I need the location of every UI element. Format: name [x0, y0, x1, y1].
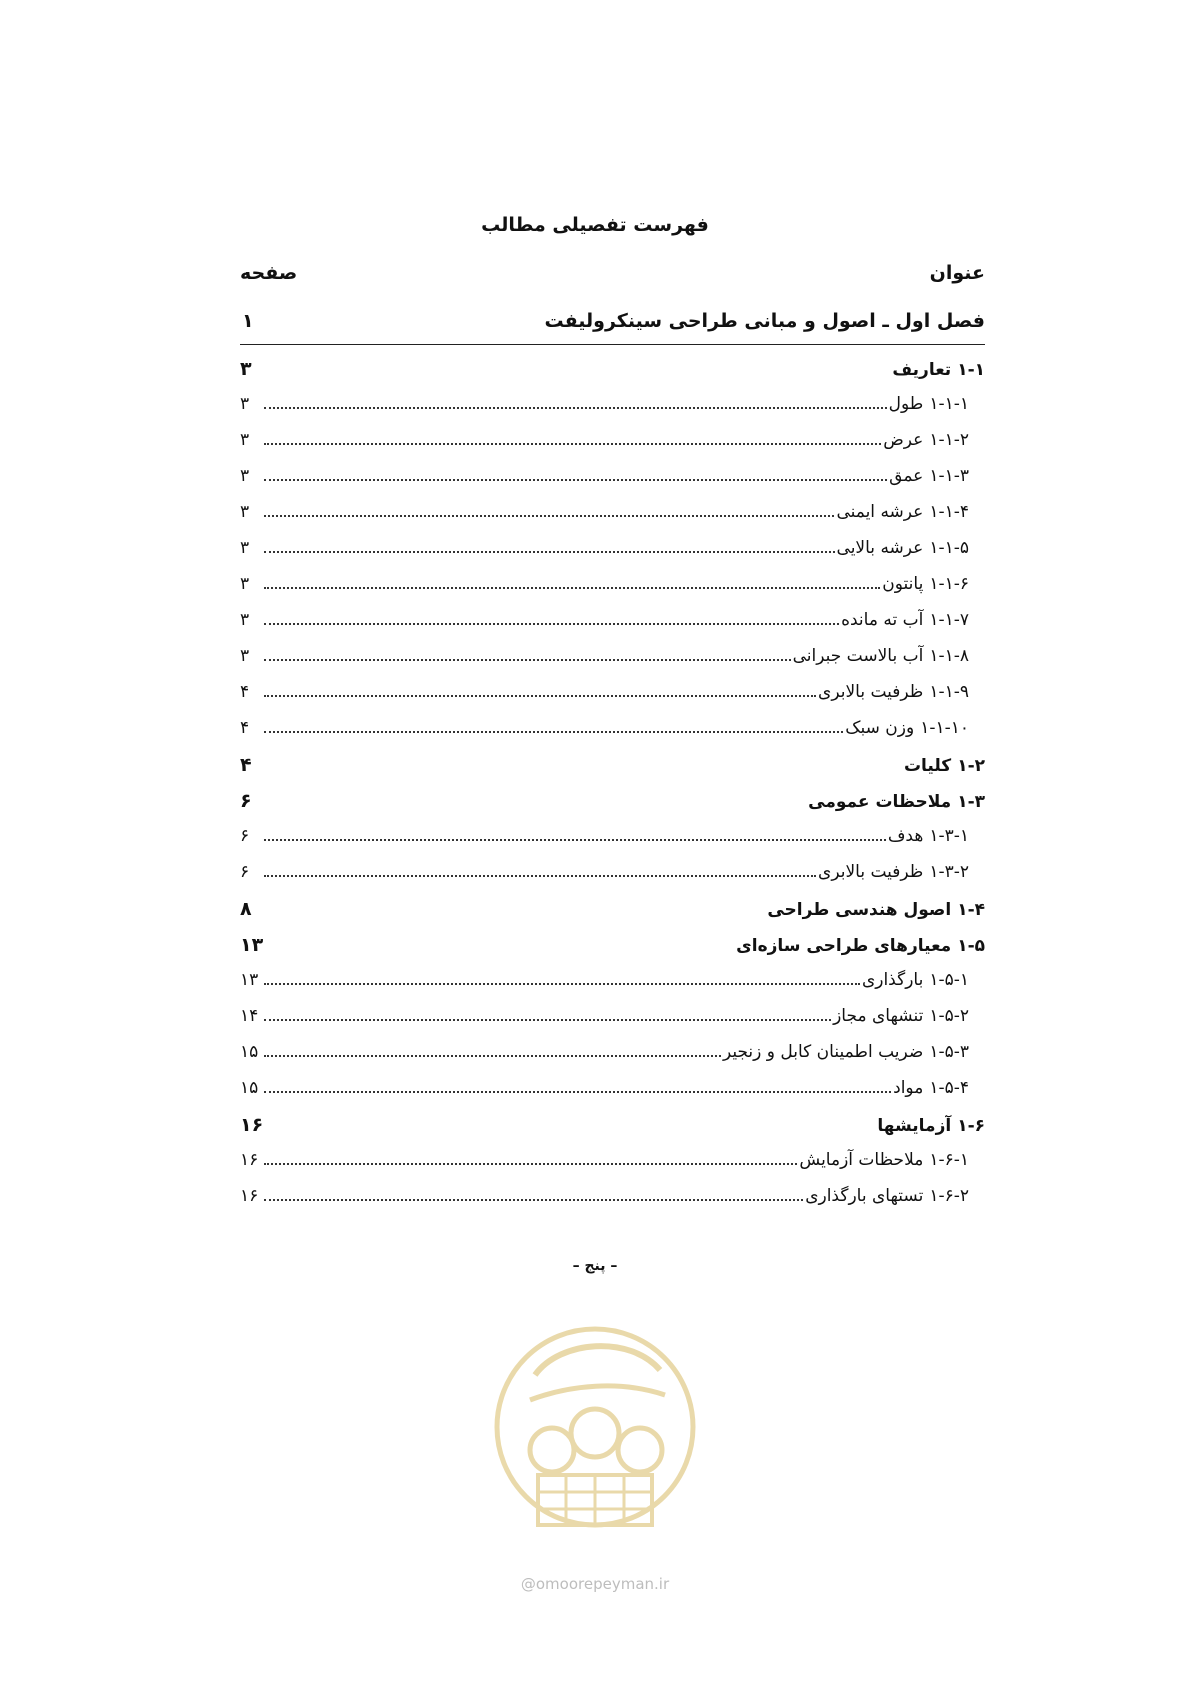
- entry-page-number: ۱۶: [240, 1114, 264, 1136]
- entry-label: ضریب اطمینان کابل و زنجیر: [722, 1042, 924, 1062]
- entry-number: ۱-۱-۵: [929, 538, 969, 558]
- entry-number: ۱-۶: [957, 1116, 985, 1136]
- dot-leader: [264, 982, 860, 985]
- entry-page-number: ۱۳: [240, 970, 259, 990]
- toc-subsection-entry[interactable]: [240, 1036, 985, 1072]
- entry-number: ۱-۴: [957, 900, 985, 920]
- entry-page-number: ۳: [240, 574, 250, 594]
- entry-number: ۱-۱-۲: [929, 430, 969, 450]
- dot-leader: [264, 622, 839, 625]
- entry-page-number: ۴: [240, 754, 252, 776]
- dot-leader: [264, 838, 886, 841]
- toc-list: [240, 352, 985, 1216]
- toc-subsection-entry[interactable]: [240, 532, 985, 568]
- dot-leader: [264, 1198, 803, 1201]
- dot-leader: [264, 586, 880, 589]
- dot-leader: [264, 1162, 797, 1165]
- toc-subsection-entry[interactable]: [240, 676, 985, 712]
- dot-leader: [264, 550, 835, 553]
- entry-page-number: ۳: [240, 430, 250, 450]
- dot-leader: [264, 514, 834, 517]
- entry-page-number: ۳: [240, 610, 250, 630]
- entry-number: ۱-۵-۳: [929, 1042, 969, 1062]
- entry-label: ملاحظات آزمایش: [799, 1150, 924, 1170]
- entry-label: عرض: [883, 430, 924, 450]
- entry-page-number: ۱۵: [240, 1078, 259, 1098]
- toc-subsection-entry[interactable]: [240, 712, 985, 748]
- toc-subsection-entry[interactable]: [240, 388, 985, 424]
- entry-page-number: ۴: [240, 682, 250, 702]
- toc-section-entry[interactable]: [240, 352, 985, 388]
- dot-leader: [264, 1054, 721, 1057]
- toc-subsection-entry[interactable]: [240, 1000, 985, 1036]
- toc-subsection-entry[interactable]: [240, 820, 985, 856]
- chapter-page-number: ۱: [242, 310, 254, 332]
- entry-label: کلیات: [903, 756, 952, 776]
- entry-number: ۱-۳: [957, 792, 985, 812]
- entry-number: ۱-۵: [957, 936, 985, 956]
- dot-leader: [264, 730, 843, 733]
- entry-label: تستهای بارگذاری: [805, 1186, 924, 1206]
- entry-label: اصول هندسی طراحی: [767, 900, 952, 920]
- entry-number: ۱-۵-۱: [929, 970, 969, 990]
- entry-label: ظرفیت بالابری: [818, 682, 924, 702]
- dot-leader: [264, 694, 816, 697]
- entry-number: ۱-۵-۲: [929, 1006, 969, 1026]
- title-column-header: عنوان: [929, 262, 985, 284]
- entry-page-number: ۶: [240, 790, 252, 812]
- toc-subsection-entry[interactable]: [240, 640, 985, 676]
- toc-subsection-entry[interactable]: [240, 424, 985, 460]
- entry-number: ۱-۱: [957, 360, 985, 380]
- watermark-logo: [490, 1315, 700, 1565]
- entry-page-number: ۱۴: [240, 1006, 259, 1026]
- toc-section-entry[interactable]: [240, 892, 985, 928]
- entry-number: ۱-۱-۸: [929, 646, 969, 666]
- entry-number: ۱-۶-۱: [929, 1150, 969, 1170]
- entry-page-number: ۳: [240, 466, 250, 486]
- entry-label: عرشه ایمنی: [836, 502, 924, 522]
- watermark-url: @omoorepeyman.ir: [520, 1575, 670, 1593]
- entry-label: پانتون: [882, 574, 924, 594]
- entry-label: طول: [888, 394, 924, 414]
- entry-label: هدف: [887, 826, 924, 846]
- entry-number: ۱-۶-۲: [929, 1186, 969, 1206]
- dot-leader: [264, 478, 887, 481]
- entry-label: وزن سبک: [845, 718, 915, 738]
- entry-page-number: ۱۵: [240, 1042, 259, 1062]
- entry-label: بارگذاری: [861, 970, 924, 990]
- entry-number: ۱-۳-۱: [929, 826, 969, 846]
- entry-page-number: ۸: [240, 898, 252, 920]
- entry-label: آب ته مانده: [841, 610, 924, 630]
- entry-label: آب بالاست جبرانی: [792, 646, 924, 666]
- toc-section-entry[interactable]: [240, 748, 985, 784]
- page-column-header: صفحه: [240, 262, 298, 284]
- page-title: فهرست تفصیلی مطالب: [481, 214, 709, 236]
- toc-subsection-entry[interactable]: [240, 964, 985, 1000]
- entry-number: ۱-۱-۱: [929, 394, 969, 414]
- dot-leader: [264, 874, 816, 877]
- toc-subsection-entry[interactable]: [240, 604, 985, 640]
- toc-section-entry[interactable]: [240, 928, 985, 964]
- toc-subsection-entry[interactable]: [240, 460, 985, 496]
- entry-label: آزمایشها: [877, 1116, 952, 1136]
- entry-label: ظرفیت بالابری: [818, 862, 924, 882]
- entry-label: ملاحظات عمومی: [808, 792, 952, 812]
- entry-number: ۱-۱-۹: [929, 682, 969, 702]
- dot-leader: [264, 1090, 891, 1093]
- entry-label: معیارهای طراحی سازه‌ای: [736, 936, 952, 956]
- toc-section-entry[interactable]: [240, 1108, 985, 1144]
- dot-leader: [264, 658, 791, 661]
- toc-header: [240, 262, 985, 290]
- entry-page-number: ۱۶: [240, 1150, 259, 1170]
- entry-number: ۱-۵-۴: [929, 1078, 969, 1098]
- entry-page-number: ۶: [240, 826, 250, 846]
- toc-subsection-entry[interactable]: [240, 856, 985, 892]
- entry-number: ۱-۱-۷: [929, 610, 969, 630]
- dot-leader: [264, 406, 887, 409]
- entry-page-number: ۳: [240, 358, 252, 380]
- entry-number: ۱-۱-۱۰: [920, 718, 969, 738]
- entry-label: مواد: [893, 1078, 924, 1098]
- entry-number: ۱-۱-۳: [929, 466, 969, 486]
- chapter-title: فصل اول ـ اصول و مبانی طراحی سینکرولیفت: [544, 310, 985, 332]
- toc-subsection-entry[interactable]: [240, 568, 985, 604]
- entry-number: ۱-۱-۴: [929, 502, 969, 522]
- entry-page-number: ۴: [240, 718, 250, 738]
- dot-leader: [264, 1018, 831, 1021]
- entry-number: ۱-۱-۶: [929, 574, 969, 594]
- entry-page-number: ۶: [240, 862, 250, 882]
- page-footer-number: – پنج –: [572, 1258, 618, 1274]
- entry-label: عرشه بالایی: [836, 538, 924, 558]
- entry-page-number: ۳: [240, 538, 250, 558]
- toc-subsection-entry[interactable]: [240, 496, 985, 532]
- entry-number: ۱-۲: [957, 756, 985, 776]
- toc-section-entry[interactable]: [240, 784, 985, 820]
- toc-subsection-entry[interactable]: [240, 1072, 985, 1108]
- entry-page-number: ۱۶: [240, 1186, 259, 1206]
- entry-page-number: ۱۳: [240, 934, 264, 956]
- entry-label: تعاریف: [892, 360, 952, 380]
- entry-page-number: ۳: [240, 646, 250, 666]
- entry-page-number: ۳: [240, 502, 250, 522]
- entry-number: ۱-۳-۲: [929, 862, 969, 882]
- entry-label: عمق: [889, 466, 924, 486]
- entry-label: تنشهای مجاز: [833, 1006, 924, 1026]
- dot-leader: [264, 442, 881, 445]
- entry-page-number: ۳: [240, 394, 250, 414]
- chapter-heading[interactable]: [240, 308, 985, 345]
- toc-subsection-entry[interactable]: [240, 1180, 985, 1216]
- toc-subsection-entry[interactable]: [240, 1144, 985, 1180]
